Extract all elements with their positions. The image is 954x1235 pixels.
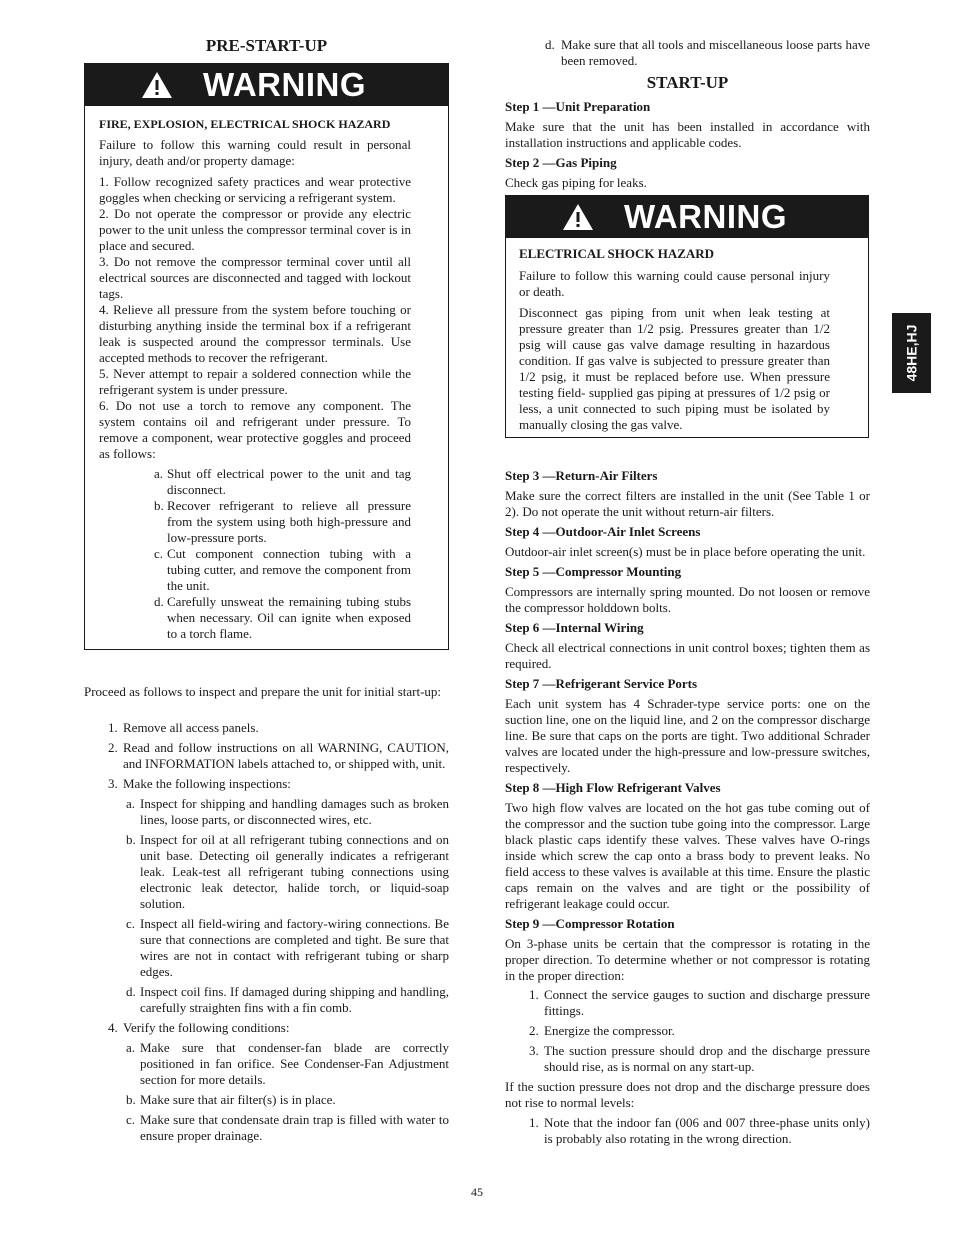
step-7-text: Each unit system has 4 Schrader-type service ports: one on the suction line, one on the liquid line, and 2 on the compressor discharge line. Be sure that caps on the ports are tight. Two additional Schrader valves are located under the high-pressure and low-pressure switches, respectively. xyxy=(505,696,870,775)
warning-intro: Failure to follow this warning could result in personal injury, death and/or property damage: xyxy=(99,137,411,168)
warning-item-1: 1. Follow recognized safety practices and wear protective goggles when checking or servicing a refrigerant system. xyxy=(99,174,411,205)
hazard-label: ELECTRICAL SHOCK HAZARD xyxy=(519,246,715,261)
list-item: 4. Verify the following conditions: xyxy=(108,1020,290,1035)
list-item: 1. Connect the service gauges to suction and discharge pressure fittings. xyxy=(529,987,870,1018)
proceed-paragraph: Proceed as follows to inspect and prepare the unit for initial start-up: xyxy=(84,684,442,699)
step-5-title: Step 5 —Compressor Mounting xyxy=(505,564,682,579)
side-tab-model: 48HE,HJ xyxy=(892,313,931,393)
warning-box-fire xyxy=(84,63,449,650)
warning-title: WARNING xyxy=(203,66,366,103)
warning-item-6: 6. Do not use a torch to remove any component. The system contains oil and refrigerant under pressure. To remove a component, wear protective goggles and proceed as follows: xyxy=(99,398,411,461)
step-1-title: Step 1 —Unit Preparation xyxy=(505,99,651,114)
step-8-title: Step 8 —High Flow Refrigerant Valves xyxy=(505,780,721,795)
step-1-text: Make sure that the unit has been installed in accordance with installation instructions and applicable codes. xyxy=(505,119,870,150)
step-4-title: Step 4 —Outdoor-Air Inlet Screens xyxy=(505,524,701,539)
list-item: b. Make sure that air filter(s) is in place. xyxy=(126,1092,336,1107)
step-5-text: Compressors are internally spring mounted. Do not loosen or remove the compressor holddown bolts. xyxy=(505,584,870,615)
start-up-heading: START-UP xyxy=(646,73,729,92)
rotation-list xyxy=(529,987,870,1075)
list-item: 2. Energize the compressor. xyxy=(529,1023,675,1038)
list-item: 1. Note that the indoor fan (006 and 007 three-phase units only) is probably also rotating in the wrong direction. xyxy=(529,1115,870,1146)
list-item: d. Make sure that all tools and miscellaneous loose parts have been removed. xyxy=(545,37,870,68)
step-2-text: Check gas piping for leaks. xyxy=(505,175,647,190)
warning-box-electrical xyxy=(505,195,869,438)
steps-1-2 xyxy=(505,99,870,191)
warning-item-5: 5. Never attempt to repair a soldered connection while the refrigerant system is under pressure. xyxy=(99,366,411,397)
warning-item-4: 4. Relieve all pressure from the system before touching or disturbing anything inside the terminal box if a refrigerant leak is suspected around the compressor terminals. Use accepted methods to recover the refrigerant. xyxy=(99,302,411,365)
warning-item-2: 2. Do not operate the compressor or provide any electric power to the unit unless the compressor terminal cover is in place and secured. xyxy=(99,206,411,253)
warning-item-3: 3. Do not remove the compressor terminal cover until all electrical sources are disconnected and tagged with lockout tags. xyxy=(99,254,411,301)
if-paragraph: If the suction pressure does not drop and the discharge pressure does not rise to normal levels: xyxy=(505,1079,870,1110)
list-item: 1. Remove all access panels. xyxy=(108,720,259,735)
step-9-text: On 3-phase units be certain that the compressor is rotating in the proper direction. To determine whether or not compressor is rotating in the proper direction: xyxy=(505,936,870,983)
step-3-title: Step 3 —Return-Air Filters xyxy=(505,468,658,483)
list-item: a. Make sure that condenser-fan blade are correctly positioned in fan orifice. See Condenser-Fan Adjustment section for more details. xyxy=(126,1040,449,1087)
warning-subitem-b: b. Recover refrigerant to relieve all pressure from the system using both high-pressure and low-pressure ports. xyxy=(154,498,411,545)
step-2-title: Step 2 —Gas Piping xyxy=(505,155,617,170)
warning-banner xyxy=(85,64,448,106)
list-item: b. Inspect for oil at all refrigerant tubing connections and on unit base. Detecting oil generally indicates a refrigerant leak. Leak-test all refrigerant tubing connections using electronic leak detector, halide torch, or liquid-soap solution. xyxy=(126,832,449,911)
step-9-title: Step 9 —Compressor Rotation xyxy=(505,916,675,931)
warning-triangle-icon xyxy=(141,71,173,99)
warning-triangle-icon xyxy=(562,203,594,231)
step-6-text: Check all electrical connections in unit control boxes; tighten them as required. xyxy=(505,640,870,671)
step-3-text: Make sure the correct filters are installed in the unit (See Table 1 or 2). Do not operate the unit without return-air filters. xyxy=(505,488,870,519)
warning-subitem-a: a. Shut off electrical power to the unit and tag disconnect. xyxy=(154,466,411,497)
steps-3-9 xyxy=(505,468,870,1147)
warning-subitem-d: d. Carefully unsweat the remaining tubing stubs when necessary. Oil can ignite when exposed to a torch flame. xyxy=(154,594,411,641)
list-item: 3. Make the following inspections: xyxy=(108,776,291,791)
list-item: c. Make sure that condensate drain trap is filled with water to ensure proper drainage. xyxy=(126,1112,449,1143)
list-item: a. Inspect for shipping and handling damages such as broken lines, loose parts, or disconnected wires, etc. xyxy=(126,796,449,827)
inspection-list xyxy=(108,720,449,1144)
warning-title: WARNING xyxy=(624,198,787,235)
step-4-text: Outdoor-air inlet screen(s) must be in place before operating the unit. xyxy=(505,544,866,559)
list-item: 2. Read and follow instructions on all WARNING, CAUTION, and INFORMATION labels attached to, or shipped with, unit. xyxy=(108,740,449,771)
warning-intro: Failure to follow this warning could cause personal injury or death. xyxy=(519,268,830,299)
list-item: c. Inspect all field-wiring and factory-wiring connections. Be sure that connections are completed and tight. Be sure that wires are not in contact with refrigerant tubing or sharp edges. xyxy=(126,916,449,979)
list-item: d. Inspect coil fins. If damaged during shipping and handling, carefully straighten fins with a fin comb. xyxy=(126,984,449,1015)
pre-start-up-heading: PRE-START-UP xyxy=(205,36,328,55)
hazard-label: FIRE, EXPLOSION, ELECTRICAL SHOCK HAZARD xyxy=(99,117,391,131)
step-7-title: Step 7 —Refrigerant Service Ports xyxy=(505,676,698,691)
page-number: 45 xyxy=(471,1185,483,1199)
list-item: 3. The suction pressure should drop and the discharge pressure should rise, as is normal on any start-up. xyxy=(529,1043,870,1074)
warning-body: Disconnect gas piping from unit when leak testing at pressure greater than 1/2 psig. Pressures greater than 1/2 psig will cause gas valve damage resulting in hazardous condition. If gas valve is subjected to pressure greater than 1/2 psig, it must be replaced before use. When pressure testing field- supplied gas piping at pressures of 1/2 psig or less, a unit connected to such piping must be isolated by manually closing the gas valve. xyxy=(519,305,830,432)
warning-banner xyxy=(506,196,868,238)
step-6-title: Step 6 —Internal Wiring xyxy=(505,620,644,635)
step-8-text: Two high flow valves are located on the hot gas tube coming out of the compressor and the suction tube going into the compressor. Large black plastic caps identify these valves. These valves have O-rings inside which screw the cap onto a brass body to prevent leaks. No field access to these valves is available at this time. Ensure the plastic caps remain on the valves and are tight or the possibility of refrigerant leakage could occur. xyxy=(505,800,870,911)
warning-subitem-c: c. Cut component connection tubing with a tubing cutter, and remove the component from the unit. xyxy=(154,546,411,593)
